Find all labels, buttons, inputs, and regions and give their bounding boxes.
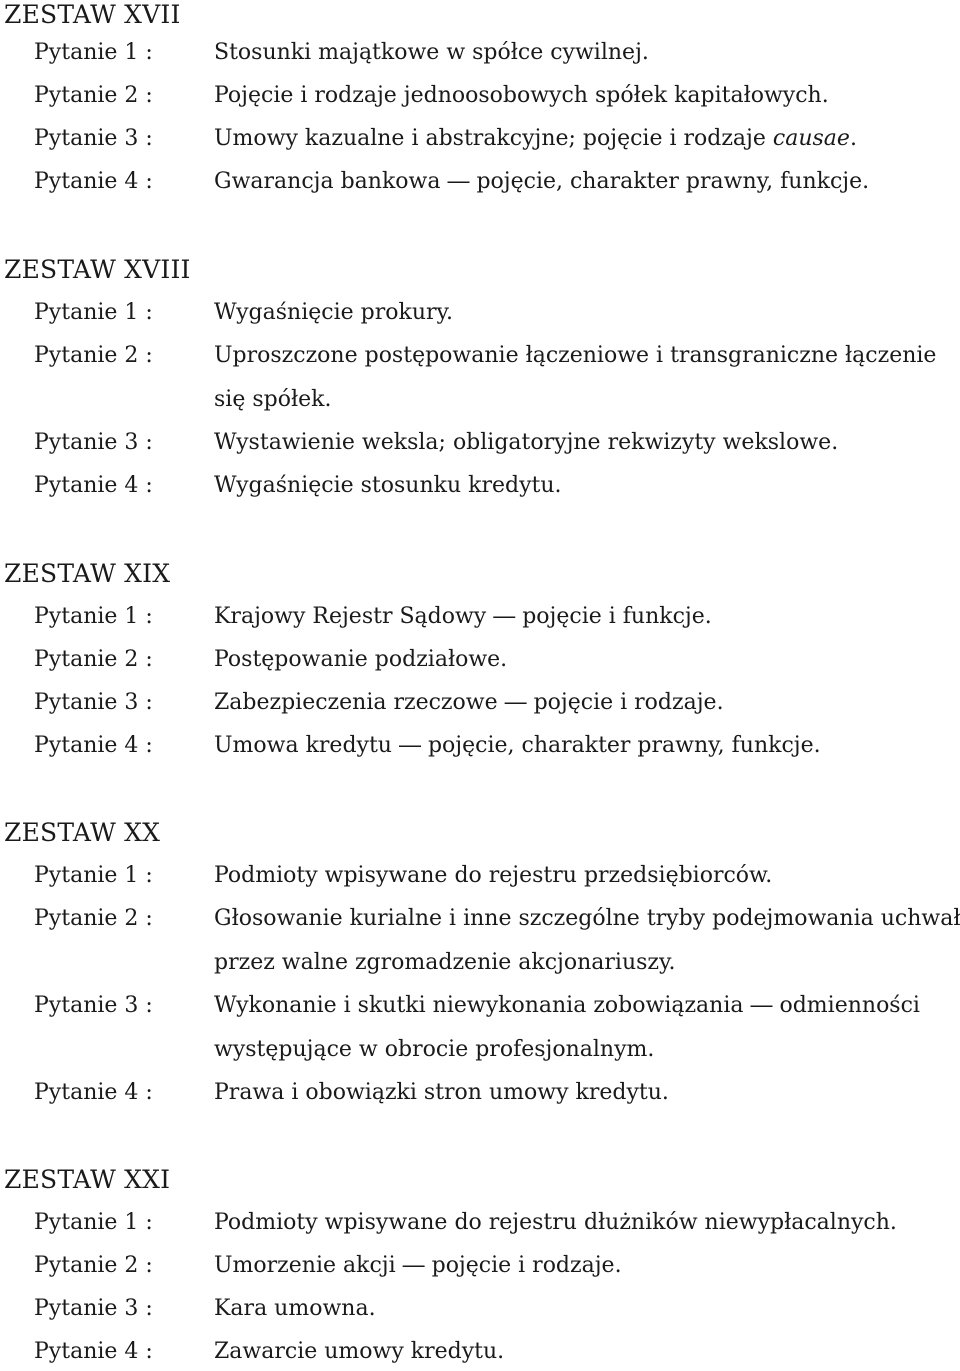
question-text-line: Krajowy Rejestr Sądowy ― pojęcie i funkcje. bbox=[214, 604, 712, 629]
question-text bbox=[214, 31, 649, 75]
question-label: Pytanie 4 : bbox=[34, 1339, 153, 1364]
question-label: Pytanie 3 : bbox=[34, 690, 153, 715]
question-text bbox=[214, 984, 920, 1071]
question-text-line: Gwarancja bankowa ― pojęcie, charakter prawny, funkcje. bbox=[214, 169, 870, 194]
question-text bbox=[214, 160, 869, 204]
question-text bbox=[214, 1287, 376, 1331]
question-text-line: Uproszczone postępowanie łączeniowe i transgraniczne łączenie bbox=[214, 343, 937, 368]
question-text-line: Podmioty wpisywane do rejestru dłużników niewypłacalnych. bbox=[214, 1210, 897, 1235]
question-text-line: Głosowanie kurialne i inne szczególne tryby podejmowania uchwał bbox=[214, 906, 960, 931]
question-text bbox=[214, 724, 821, 768]
question-text-line: przez walne zgromadzenie akcjonariuszy. bbox=[214, 949, 676, 975]
question-text-line: Umorzenie akcji ― pojęcie i rodzaje. bbox=[214, 1253, 622, 1278]
question-label: Pytanie 3 : bbox=[34, 993, 153, 1018]
question-text-line: występujące w obrocie profesjonalnym. bbox=[214, 1036, 655, 1062]
question-text bbox=[214, 595, 712, 639]
question-text bbox=[214, 464, 562, 508]
question-label: Pytanie 2 : bbox=[34, 83, 153, 108]
question-label: Pytanie 2 : bbox=[34, 647, 153, 672]
question-text-line: Wygaśnięcie prokury. bbox=[214, 300, 454, 325]
question-label: Pytanie 1 : bbox=[34, 1210, 153, 1235]
set-title: ZESTAW XXI bbox=[4, 1165, 171, 1194]
question-label: Pytanie 2 : bbox=[34, 1253, 153, 1278]
question-text-line: Postępowanie podziałowe. bbox=[214, 647, 508, 672]
question-text bbox=[214, 117, 857, 161]
question-text bbox=[214, 681, 724, 725]
question-label: Pytanie 1 : bbox=[34, 300, 153, 325]
italic-term: causae bbox=[772, 126, 850, 151]
question-label: Pytanie 2 : bbox=[34, 343, 153, 368]
question-text bbox=[214, 421, 838, 465]
question-label: Pytanie 4 : bbox=[34, 1080, 153, 1105]
question-text bbox=[214, 1244, 622, 1288]
set-title: ZESTAW XVIII bbox=[4, 255, 191, 284]
question-text-line: Zabezpieczenia rzeczowe ― pojęcie i rodzaje. bbox=[214, 690, 724, 715]
question-label: Pytanie 4 : bbox=[34, 169, 153, 194]
question-label: Pytanie 1 : bbox=[34, 604, 153, 629]
question-label: Pytanie 3 : bbox=[34, 430, 153, 455]
question-text-line: Pojęcie i rodzaje jednoosobowych spółek kapitałowych. bbox=[214, 83, 829, 108]
question-text-line: Umowy kazualne i abstrakcyjne; pojęcie i rodzaje causae. bbox=[214, 126, 857, 151]
question-label: Pytanie 2 : bbox=[34, 906, 153, 931]
question-text bbox=[214, 638, 507, 682]
question-text-line: Wystawienie weksla; obligatoryjne rekwizyty wekslowe. bbox=[214, 430, 839, 455]
question-label: Pytanie 1 : bbox=[34, 863, 153, 888]
question-text bbox=[214, 897, 960, 984]
question-text bbox=[214, 1201, 897, 1245]
question-label: Pytanie 3 : bbox=[34, 1296, 153, 1321]
question-text-line: Umowa kredytu ― pojęcie, charakter prawny, funkcje. bbox=[214, 733, 821, 758]
question-text bbox=[214, 854, 772, 898]
question-text bbox=[214, 334, 936, 421]
question-text-line: Podmioty wpisywane do rejestru przedsiębiorców. bbox=[214, 863, 773, 888]
question-text bbox=[214, 1071, 669, 1115]
question-text-line: Kara umowna. bbox=[214, 1296, 376, 1321]
question-text-line: Wygaśnięcie stosunku kredytu. bbox=[214, 473, 562, 498]
question-text-line: Wykonanie i skutki niewykonania zobowiązania ― odmienności bbox=[214, 993, 920, 1018]
set-title: ZESTAW XX bbox=[4, 818, 161, 847]
question-text-line: się spółek. bbox=[214, 386, 332, 412]
question-label: Pytanie 1 : bbox=[34, 40, 153, 65]
question-text-line: Stosunki majątkowe w spółce cywilnej. bbox=[214, 40, 649, 65]
question-text bbox=[214, 291, 453, 335]
question-label: Pytanie 4 : bbox=[34, 733, 153, 758]
set-title: ZESTAW XVII bbox=[4, 0, 181, 29]
set-title: ZESTAW XIX bbox=[4, 559, 171, 588]
question-text-line: Zawarcie umowy kredytu. bbox=[214, 1339, 505, 1364]
question-label: Pytanie 3 : bbox=[34, 126, 153, 151]
question-text bbox=[214, 1330, 504, 1371]
question-text-line: Prawa i obowiązki stron umowy kredytu. bbox=[214, 1080, 669, 1105]
question-text bbox=[214, 74, 829, 118]
question-label: Pytanie 4 : bbox=[34, 473, 153, 498]
